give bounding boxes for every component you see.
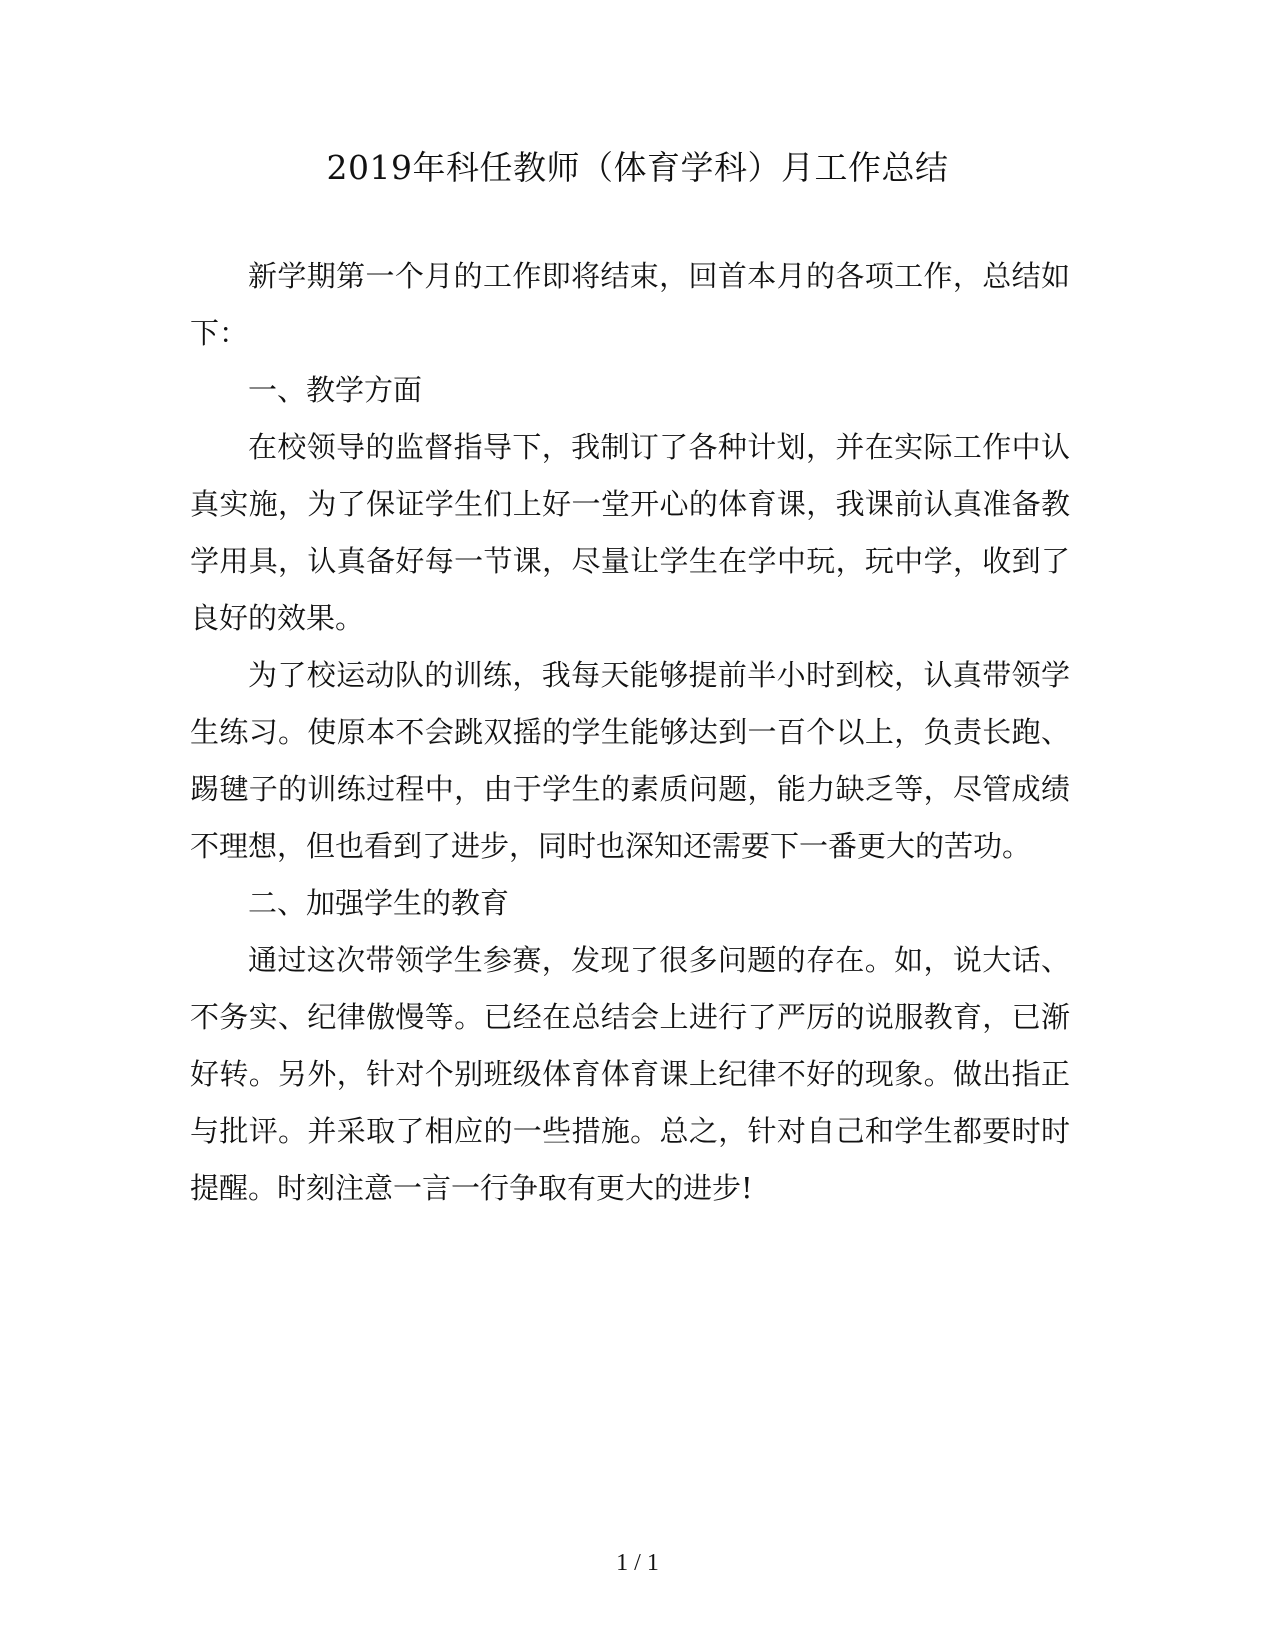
paragraph-intro: 新学期第一个月的工作即将结束，回首本月的各项工作，总结如下：: [190, 259, 1070, 350]
document-title: 2019年科任教师（体育学科）月工作总结: [326, 148, 949, 187]
paragraph-teaching: 在校领导的监督指导下，我制订了各种计划，并在实际工作中认真实施，为了保证学生们上好一堂开心的体育课，我课前认真准备教学用具，认真备好每一节课，尽量让学生在学中玩，玩中学，收到了良好的效果。: [190, 430, 1070, 635]
document-body: [190, 248, 1070, 1217]
section-heading-education: 二、加强学生的教育: [248, 886, 510, 920]
page-number: 1 / 1: [616, 1550, 659, 1576]
paragraph-training: 为了校运动队的训练，我每天能够提前半小时到校，认真带领学生练习。使原本不会跳双摇的学生能够达到一百个以上，负责长跑、踢毽子的训练过程中，由于学生的素质问题，能力缺乏等，尽管成绩不理想，但也看到了进步，同时也深知还需要下一番更大的苦功。: [190, 658, 1070, 863]
paragraph-education: 通过这次带领学生参赛，发现了很多问题的存在。如，说大话、不务实、纪律傲慢等。已经在总结会上进行了严厉的说服教育，已渐好转。另外，针对个别班级体育体育课上纪律不好的现象。做出指正与批评。并采取了相应的一些措施。总之，针对自己和学生都要时时提醒。时刻注意一言一行争取有更大的进步!: [190, 943, 1070, 1205]
section-heading-teaching: 一、教学方面: [248, 373, 423, 407]
